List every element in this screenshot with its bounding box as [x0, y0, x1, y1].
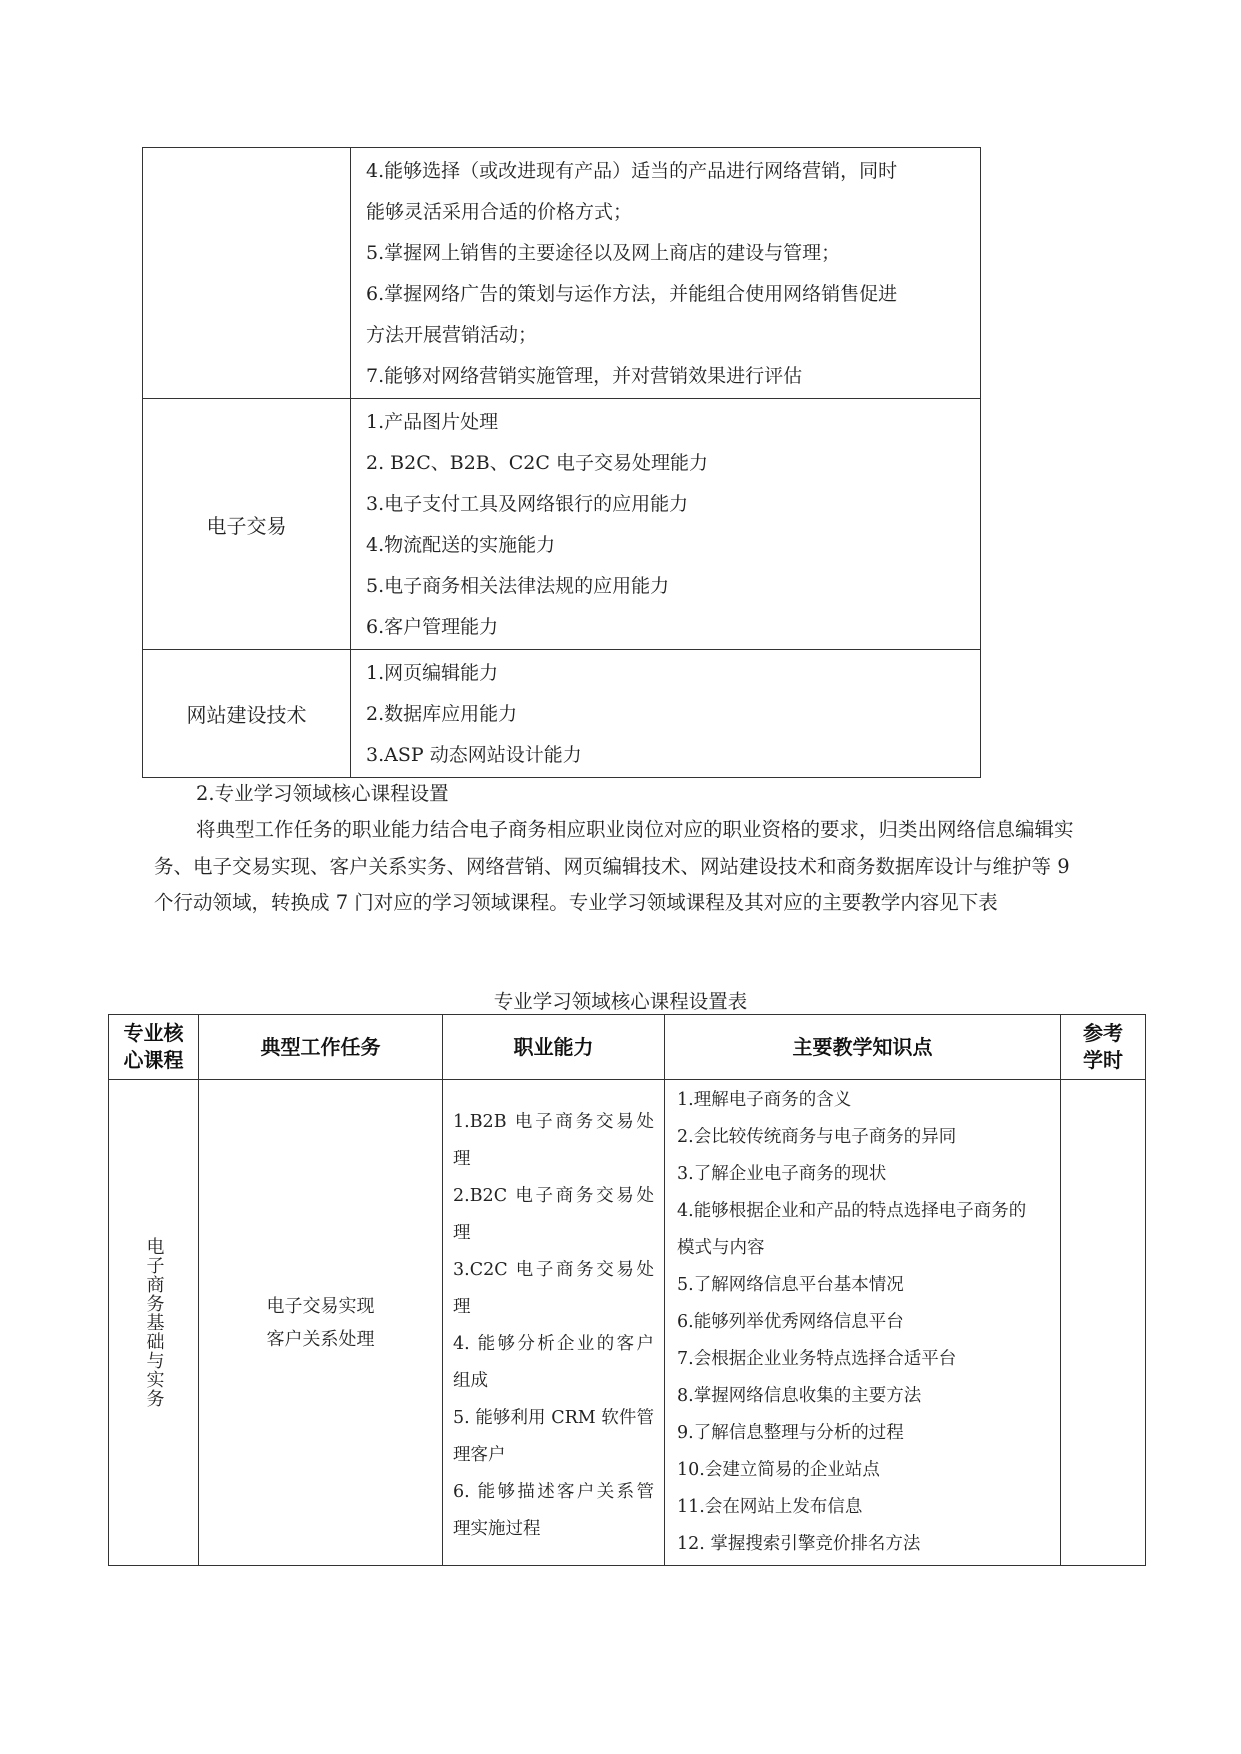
knowledge-item: 2.会比较传统商务与电子商务的异同 [677, 1127, 957, 1147]
course-cell [109, 1080, 199, 1566]
ability-line: 理客户 [453, 1445, 506, 1465]
list-item: 2.数据库应用能力 [366, 703, 518, 725]
list-item: 5.电子商务相关法律法规的应用能力 [366, 575, 670, 597]
table-row [143, 399, 981, 650]
tasks-cell [199, 1080, 443, 1566]
row-items [351, 399, 981, 650]
table-row [143, 148, 981, 399]
hours-cell [1061, 1080, 1146, 1566]
knowledge-item: 7.会根据企业业务特点选择合适平台 [677, 1349, 957, 1369]
course-name: 电子商务基础与实务 [143, 1237, 165, 1408]
knowledge-item: 12. 掌握搜索引擎竞价排名方法 [677, 1534, 921, 1554]
ability-line: 1.B2B 电子商务交易处 [453, 1112, 654, 1132]
task-item: 客户关系处理 [266, 1328, 375, 1350]
col-header-course-line2: 心课程 [123, 1048, 184, 1072]
list-item: 3.ASP 动态网站设计能力 [366, 744, 582, 766]
col-header-tasks: 典型工作任务 [199, 1015, 443, 1080]
ability-line: 理 [453, 1297, 471, 1317]
list-item: 1.产品图片处理 [366, 411, 499, 433]
row-items [351, 650, 981, 778]
col-header-hours-line2: 学时 [1083, 1048, 1123, 1072]
table-row [109, 1080, 1146, 1566]
col-header-course [109, 1015, 199, 1080]
ability-line: 4. 能够分析企业的客户 [453, 1334, 654, 1354]
knowledge-item: 8.掌握网络信息收集的主要方法 [677, 1386, 922, 1406]
ability-line: 组成 [453, 1371, 488, 1391]
knowledge-item: 4.能够根据企业和产品的特点选择电子商务的 [677, 1201, 1027, 1221]
section-paragraph: 将典型工作任务的职业能力结合电子商务相应职业岗位对应的职业资格的要求，归类出网络信息编辑实务、电子交易实现、客户关系实务、网络营销、网页编辑技术、网站建设技术和商务数据库设计与维护等 9 个行动领域，转换成 7 门对应的学习领域课程。专业学习领域课程及其对应的主要教学内容见下表 [154, 818, 1074, 914]
task-item: 电子交易实现 [266, 1295, 375, 1317]
row-items [351, 148, 981, 399]
row-label: 电子交易 [143, 399, 351, 650]
knowledge-item: 5.了解网络信息平台基本情况 [677, 1275, 904, 1295]
ability-line: 5. 能够利用 CRM 软件管 [453, 1408, 654, 1428]
list-item: 方法开展营销活动； [366, 324, 538, 346]
abilities-cell [443, 1080, 665, 1566]
ability-line: 理 [453, 1223, 471, 1243]
list-item: 2. B2C、B2B、C2C 电子交易处理能力 [366, 452, 708, 474]
col-header-abilities: 职业能力 [443, 1015, 665, 1080]
competency-table [142, 147, 981, 778]
list-item: 4.能够选择（或改进现有产品）适当的产品进行网络营销，同时 [366, 160, 898, 182]
col-header-course-line1: 专业核 [123, 1021, 184, 1045]
ability-line: 6. 能够描述客户关系管 [453, 1482, 654, 1502]
knowledge-cell [665, 1080, 1061, 1566]
knowledge-item: 9.了解信息整理与分析的过程 [677, 1423, 904, 1443]
list-item: 3.电子支付工具及网络银行的应用能力 [366, 493, 689, 515]
section-heading: 2.专业学习领域核心课程设置 [196, 782, 449, 805]
list-item: 5.掌握网上销售的主要途径以及网上商店的建设与管理； [366, 242, 841, 264]
list-item: 1.网页编辑能力 [366, 662, 499, 684]
knowledge-item: 3.了解企业电子商务的现状 [677, 1164, 887, 1184]
col-header-hours [1061, 1015, 1146, 1080]
knowledge-item: 模式与内容 [677, 1238, 765, 1258]
list-item: 6.客户管理能力 [366, 616, 499, 638]
row-label [143, 148, 351, 399]
knowledge-item: 6.能够列举优秀网络信息平台 [677, 1312, 904, 1332]
knowledge-item: 11.会在网站上发布信息 [677, 1497, 863, 1517]
table-header-row [109, 1015, 1146, 1080]
knowledge-item: 10.会建立简易的企业站点 [677, 1460, 880, 1480]
col-header-knowledge: 主要教学知识点 [665, 1015, 1061, 1080]
ability-line: 3.C2C 电子商务交易处 [453, 1260, 654, 1280]
ability-line: 理实施过程 [453, 1519, 541, 1539]
ability-line: 2.B2C 电子商务交易处 [453, 1186, 654, 1206]
ability-line: 理 [453, 1149, 471, 1169]
list-item: 7.能够对网络营销实施管理，并对营销效果进行评估 [366, 365, 803, 387]
course-table [108, 1014, 1146, 1566]
list-item: 4.物流配送的实施能力 [366, 534, 556, 556]
col-header-hours-line1: 参考 [1083, 1021, 1123, 1045]
list-item: 6.掌握网络广告的策划与运作方法，并能组合使用网络销售促进 [366, 283, 898, 305]
row-label: 网站建设技术 [143, 650, 351, 778]
knowledge-item: 1.理解电子商务的含义 [677, 1090, 852, 1110]
table-caption: 专业学习领域核心课程设置表 [493, 990, 748, 1013]
table-row [143, 650, 981, 778]
list-item: 能够灵活采用合适的价格方式； [366, 201, 633, 223]
